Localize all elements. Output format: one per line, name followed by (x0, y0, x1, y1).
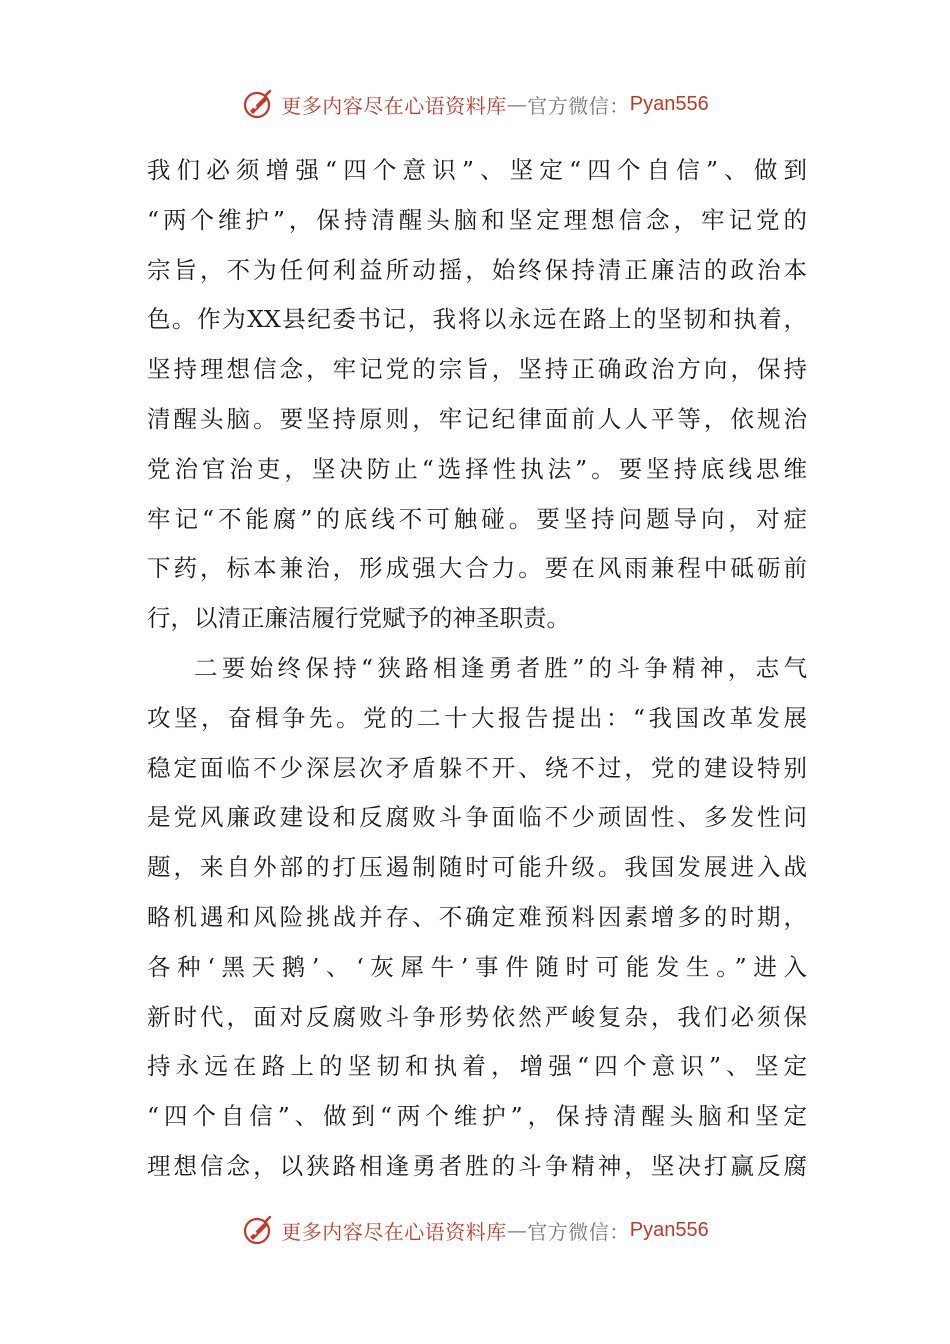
text-line: 行，以清正廉洁履行党赋予的神圣职责。 (147, 604, 570, 633)
paragraph-start-line: 二要始终保持“狭路相逢勇者胜”的斗争精神，志气 (194, 653, 807, 682)
banner-label: 官方微信： (527, 1219, 630, 1244)
banner-main-text: 更多内容尽在心语资料库 (281, 93, 507, 118)
pen-nib-circle-icon (241, 1213, 275, 1247)
text-line: 新时代，面对反腐败斗争形势依然严峻复杂，我们必须保 (147, 1002, 807, 1031)
text-line: “四个自信”、做到“两个维护”，保持清醒头脑和坚定 (147, 1102, 807, 1131)
text-line: 党治官治吏，坚决防止“选择性执法”。要坚持底线思维 (147, 454, 807, 483)
text-line: 清醒头脑。要坚持原则，牢记纪律面前人人平等，依规治 (147, 404, 807, 433)
banner-label: 官方微信： (527, 93, 630, 118)
text-line: 理想信念，以狭路相逢勇者胜的斗争精神，坚决打赢反腐 (147, 1151, 807, 1180)
document-body (147, 146, 807, 1192)
pen-nib-circle-icon (241, 87, 275, 121)
text-line: 题，来自外部的打压遏制随时可能升级。我国发展进入战 (147, 853, 807, 882)
text-line: 坚持理想信念，牢记党的宗旨，坚持正确政治方向，保持 (147, 355, 807, 384)
text-line: 下药，标本兼治，形成强大合力。要在风雨兼程中砥砺前 (147, 554, 807, 583)
banner-wechat-id: Pyan556 (629, 92, 709, 115)
text-line: 我们必须增强“四个意识”、坚定“四个自信”、做到 (147, 156, 807, 184)
text-line: 牢记“不能腐”的底线不可触碰。要坚持问题导向，对症 (147, 504, 807, 533)
text-line: 色。作为XX县纪委书记，我将以永远在路上的坚韧和执着， (147, 305, 807, 334)
banner-dash: — (506, 1218, 528, 1242)
text-line: “两个维护”，保持清醒头脑和坚定理想信念，牢记党的 (147, 205, 807, 234)
banner-dash: — (506, 92, 528, 116)
footer-banner (0, 1210, 950, 1250)
text-line: 稳定面临不少深层次矛盾躲不开、绕不过，党的建设特别 (147, 753, 807, 782)
text-line: 攻坚，奋楫争先。党的二十大报告提出：“我国改革发展 (147, 703, 807, 732)
text-line: 各种‘黑天鹅’、‘灰犀牛’事件随时可能发生。”进入 (147, 952, 807, 981)
text-line: 持永远在路上的坚韧和执着，增强“四个意识”、坚定 (147, 1052, 807, 1081)
text-line: 宗旨，不为任何利益所动摇，始终保持清正廉洁的政治本 (147, 255, 807, 284)
banner-main-text: 更多内容尽在心语资料库 (281, 1219, 507, 1244)
banner-wechat-id: Pyan556 (629, 1218, 709, 1241)
header-banner (0, 84, 950, 124)
text-line: 略机遇和风险挑战并存、不确定难预料因素增多的时期， (147, 902, 807, 931)
text-line: 是党风廉政建设和反腐败斗争面临不少顽固性、多发性问 (147, 803, 807, 832)
